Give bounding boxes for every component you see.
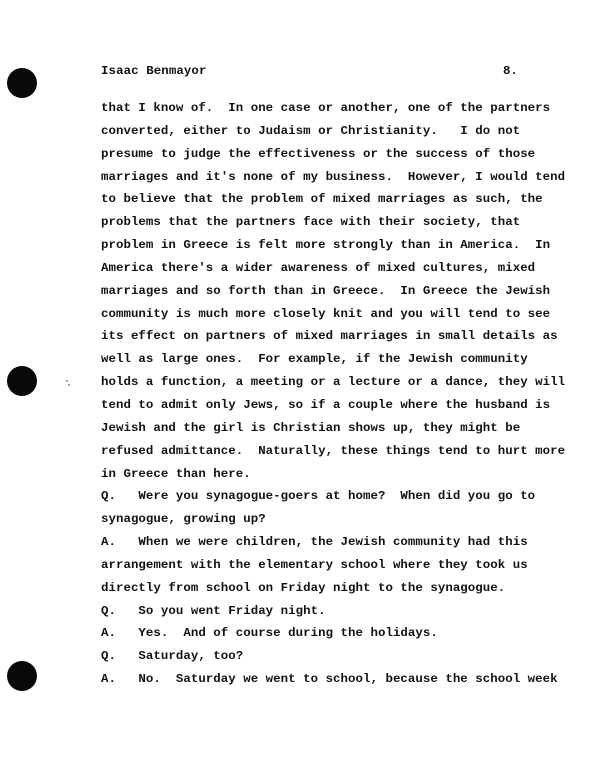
answer-line: A. No. Saturday we went to school, because the school week <box>101 672 558 687</box>
header-name: Isaac Benmayor <box>101 64 207 78</box>
text-line: that I know of. In one case or another, one of the partners <box>101 101 551 115</box>
transcript-body <box>101 97 566 691</box>
question-line: Q. Saturday, too? <box>101 649 244 664</box>
text-line: holds a function, a meeting or a lecture or a dance, they will <box>101 375 566 390</box>
text-line: to believe that the problem of mixed marriages as such, the <box>101 192 543 207</box>
text-line: problem in Greece is felt more strongly than in America. In <box>101 238 551 253</box>
punch-hole-bottom <box>7 661 37 691</box>
question-line: Q. So you went Friday night. <box>101 603 326 618</box>
text-line: problems that the partners face with their society, that <box>101 215 521 230</box>
text-line: directly from school on Friday night to the synagogue. <box>101 580 506 595</box>
text-line: America there's a wider awareness of mixed cultures, mixed <box>101 260 536 275</box>
punch-hole-middle <box>7 366 37 396</box>
text-line: converted, either to Judaism or Christianity. I do not <box>101 123 521 138</box>
text-line: Jewish and the girl is Christian shows up, they might be <box>101 420 521 435</box>
text-line: marriages and it's none of my business. However, I would tend <box>101 169 566 184</box>
text-line: tend to admit only Jews, so if a couple where the husband is <box>101 397 551 412</box>
text-line: marriages and so forth than in Greece. In Greece the Jewish <box>101 283 551 298</box>
text-line: arrangement with the elementary school where they took us <box>101 557 528 572</box>
question-line: Q. Were you synagogue-goers at home? When did you go to <box>101 489 536 504</box>
punch-hole-top <box>7 68 37 98</box>
scan-speck <box>66 380 68 382</box>
text-line: community is much more closely knit and you will tend to see <box>101 306 551 321</box>
answer-line: A. Yes. And of course during the holidays. <box>101 626 438 641</box>
text-line: synagogue, growing up? <box>101 512 266 527</box>
text-line: in Greece than here. <box>101 466 251 481</box>
text-line: its effect on partners of mixed marriages in small details as <box>101 329 558 344</box>
page-number: 8. <box>503 64 518 78</box>
answer-line: A. When we were children, the Jewish community had this <box>101 535 528 550</box>
text-line: well as large ones. For example, if the Jewish community <box>101 352 528 367</box>
scan-speck <box>68 384 70 386</box>
text-line: presume to judge the effectiveness or the success of those <box>101 146 536 161</box>
text-line: refused admittance. Naturally, these things tend to hurt more <box>101 443 566 458</box>
